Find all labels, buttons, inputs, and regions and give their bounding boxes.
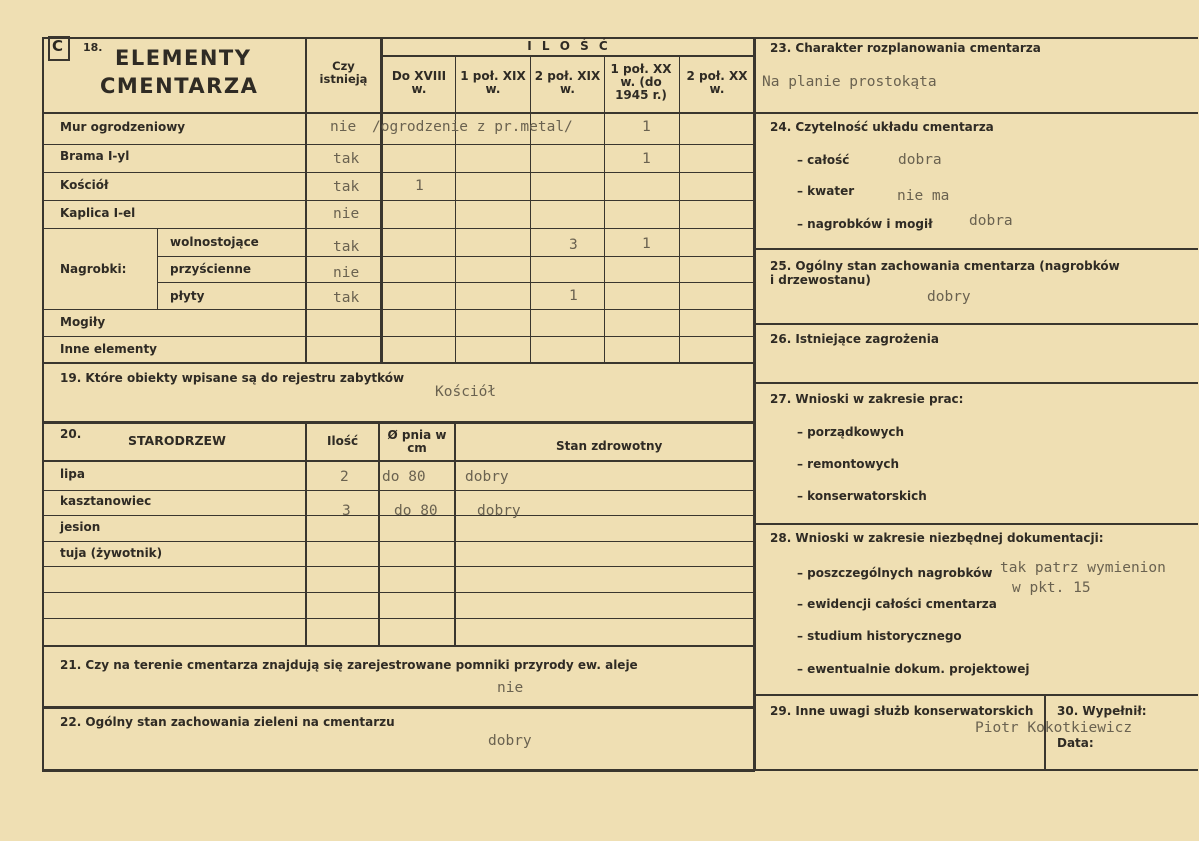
section-18-title-1: ELEMENTY <box>115 46 252 70</box>
s28-item-projektowej: – ewentualnie dokum. projektowej <box>797 662 1030 676</box>
s27-item-porzadkowych: – porządkowych <box>797 425 905 439</box>
s27-item-remontowych: – remontowych <box>797 457 900 471</box>
row-label-mur: Mur ogrodzeniowy <box>60 120 186 134</box>
tree-label-jesion: jesion <box>60 520 101 534</box>
row-label-wolnostojace: wolnostojące <box>170 235 259 249</box>
section-20-title: STARODRZEW <box>128 433 226 448</box>
section-letter: C <box>52 37 64 55</box>
kosciol-xviii: 1 <box>415 178 424 194</box>
wolnostojace-exists: tak <box>333 239 360 255</box>
tree-label-lipa: lipa <box>60 467 85 481</box>
kaplica-exists: nie <box>333 206 360 222</box>
section-25-value: dobry <box>927 289 971 305</box>
brama-exists: tak <box>333 151 360 167</box>
s28-value-1: tak patrz wymienion <box>1000 560 1166 576</box>
section-24-label: 24. Czytelność układu cmentarza <box>770 120 994 134</box>
s28-item-studium: – studium historycznego <box>797 629 962 643</box>
section-27-label: 27. Wnioski w zakresie prac: <box>770 392 964 406</box>
s24-item-nagrobkow: – nagrobków i mogił <box>797 217 933 231</box>
col-1pol-xix: 1 poł. XIX w. <box>460 69 526 96</box>
s24-item-kwater: – kwater <box>797 184 855 198</box>
przyscienne-exists: nie <box>333 265 360 281</box>
tree-label-kasztanowiec: kasztanowiec <box>60 494 152 508</box>
col-exists-header: Czy istnieją <box>319 59 368 86</box>
row-label-kaplica: Kaplica I-el <box>60 206 136 220</box>
row-label-brama: Brama I-yl <box>60 149 130 163</box>
row-label-mogily: Mogiły <box>60 315 106 329</box>
row-label-inne: Inne elementy <box>60 342 158 356</box>
rule <box>755 769 1198 771</box>
kasztanowiec-qty: 3 <box>342 503 351 519</box>
section-30-date-label: Data: <box>1057 736 1094 750</box>
section-25-label-1: 25. Ogólny stan zachowania cmentarza (nagrobków <box>770 259 1120 273</box>
lipa-health: dobry <box>465 469 509 485</box>
col-health-header: Stan zdrowotny <box>556 439 663 453</box>
kasztanowiec-health: dobry <box>477 503 521 519</box>
kosciol-exists: tak <box>333 179 360 195</box>
mur-exists: nie <box>330 119 357 135</box>
col-diam-header: Ø pnia w cm <box>387 428 447 455</box>
row-label-przyscienne: przyścienne <box>170 262 252 276</box>
section-22-value: dobry <box>488 733 532 749</box>
lipa-diam: do 80 <box>382 469 426 485</box>
col-qty-header: Ilość <box>327 434 359 448</box>
section-18-number: 18. <box>83 41 103 54</box>
row-label-nagrobki: Nagrobki: <box>60 262 127 276</box>
section-30-value: Piotr Kokotkiewicz <box>975 720 1133 736</box>
section-28-label: 28. Wnioski w zakresie niezbędnej dokumentacji: <box>770 531 1104 545</box>
mur-note: /ogrodzenie z pr.metal/ <box>372 119 573 135</box>
tree-label-tuja: tuja (żywotnik) <box>60 546 163 560</box>
section-20-number: 20. <box>60 427 82 441</box>
section-25-label-2: i drzewostanu) <box>770 273 871 287</box>
mur-1pol-xx: 1 <box>642 119 651 135</box>
col-xviii: Do XVIII w. <box>391 69 447 96</box>
s28-item-ewidencji: – ewidencji całości cmentarza <box>797 597 997 611</box>
rule <box>42 37 755 39</box>
kasztanowiec-diam: do 80 <box>394 503 438 519</box>
section-19-value: Kościół <box>435 384 497 400</box>
s24-item-calosc: – całość <box>797 153 850 167</box>
wolnostojace-2pol-xix: 3 <box>569 237 578 253</box>
col-2pol-xx: 2 poł. XX w. <box>686 69 748 96</box>
section-30-label: 30. Wypełnił: <box>1057 704 1147 718</box>
s28-value-2: w pkt. 15 <box>1012 580 1091 596</box>
section-29-label: 29. Inne uwagi służb konserwatorskich <box>770 704 1034 718</box>
section-23-label: 23. Charakter rozplanowania cmentarza <box>770 41 1041 55</box>
rule <box>755 37 1198 39</box>
ilosc-header: I L O Ś Ć <box>527 39 611 53</box>
wolnostojace-1pol-xx: 1 <box>642 236 651 252</box>
lipa-qty: 2 <box>340 469 349 485</box>
s24-value-kwater: nie ma <box>897 188 950 204</box>
section-26-label: 26. Istniejące zagrożenia <box>770 332 939 346</box>
rule <box>42 37 44 771</box>
col-2pol-xix: 2 poł. XIX w. <box>534 69 601 96</box>
section-23-value: Na planie prostokąta <box>762 74 937 90</box>
row-label-plyty: płyty <box>170 289 205 303</box>
section-19-label: 19. Które obiekty wpisane są do rejestru zabytków <box>60 371 405 385</box>
col-1pol-xx: 1 poł. XX w. (do 1945 r.) <box>610 62 672 102</box>
plyty-2pol-xix: 1 <box>569 288 578 304</box>
s24-value-calosc: dobra <box>898 152 942 168</box>
section-21-label: 21. Czy na terenie cmentarza znajdują się zarejestrowane pomniki przyrody ew. aleje <box>60 658 638 672</box>
rule <box>753 37 756 771</box>
section-18-title-2: CMENTARZA <box>100 74 259 98</box>
s24-value-nagrobkow: dobra <box>969 213 1013 229</box>
plyty-exists: tak <box>333 290 360 306</box>
section-21-value: nie <box>497 680 524 696</box>
rule <box>42 769 755 772</box>
s28-item-nagrobkow: – poszczególnych nagrobków <box>797 566 993 580</box>
brama-1pol-xx: 1 <box>642 151 651 167</box>
section-22-label: 22. Ogólny stan zachowania zieleni na cmentarzu <box>60 715 395 729</box>
row-label-kosciol: Kościół <box>60 178 109 192</box>
s27-item-konserwatorskich: – konserwatorskich <box>797 489 927 503</box>
